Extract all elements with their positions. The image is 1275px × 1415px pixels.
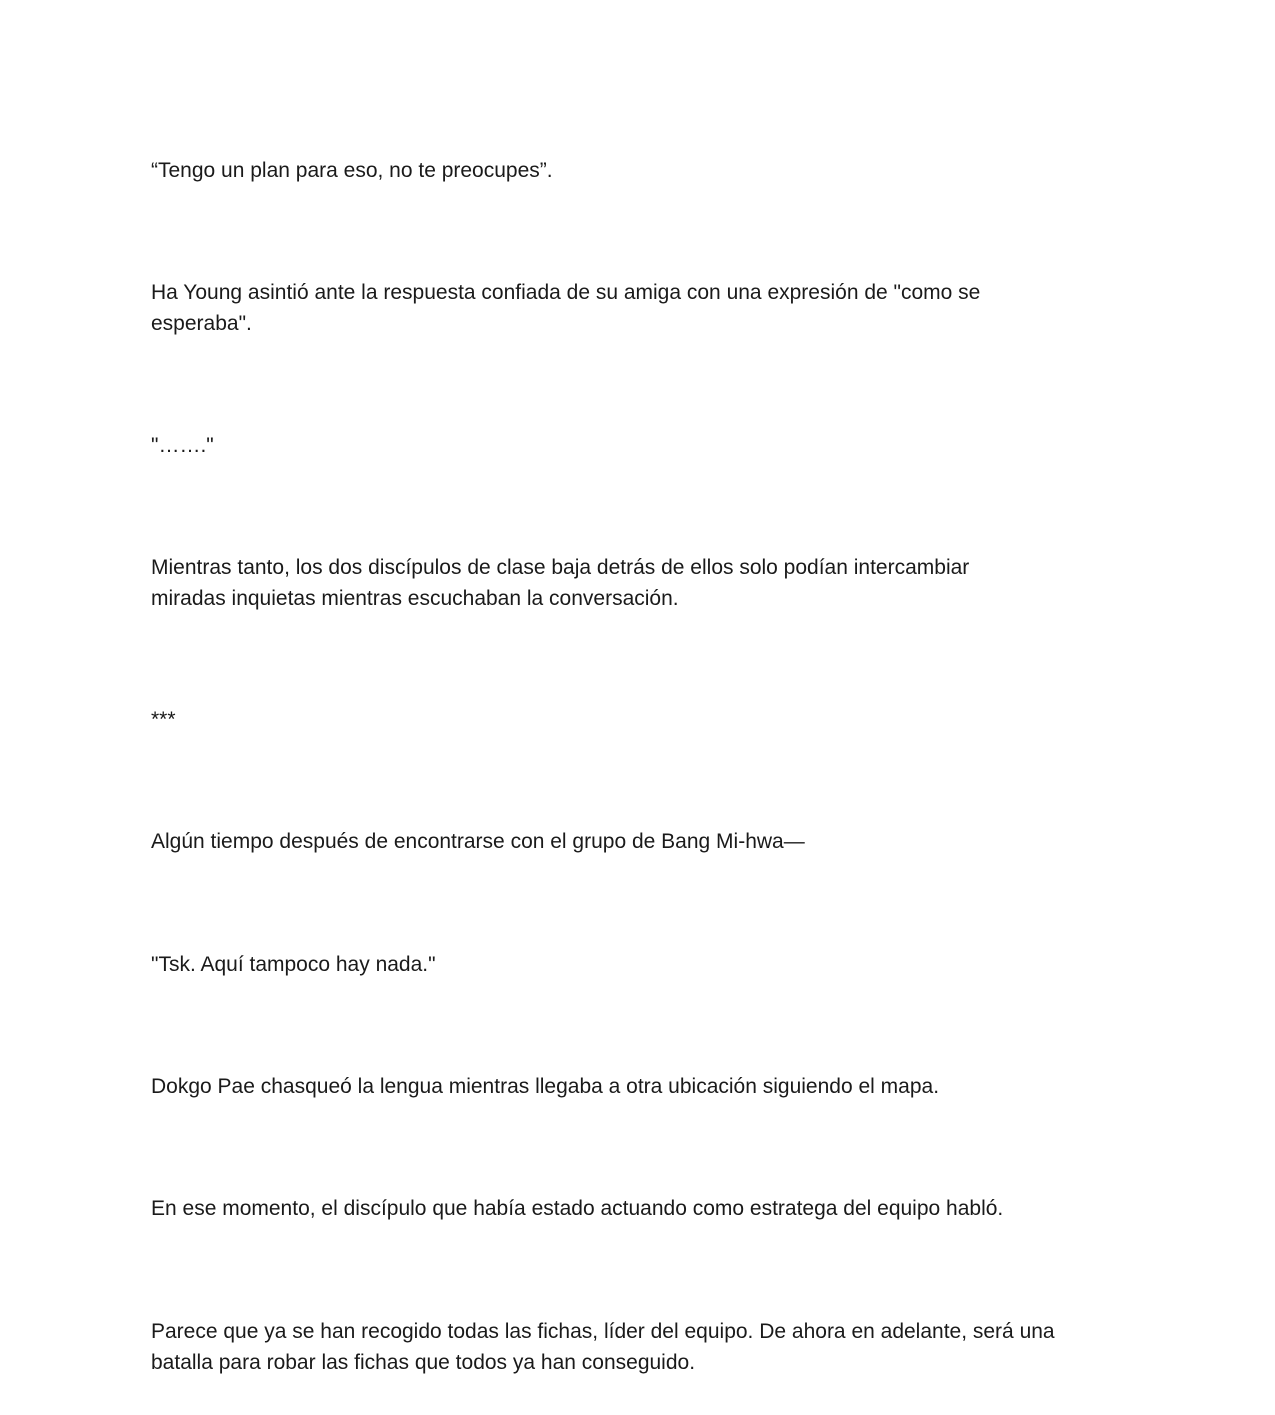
paragraph-line: "Tsk. Aquí tampoco hay nada." bbox=[151, 953, 436, 976]
paragraph-line: Dokgo Pae chasqueó la lengua mientras llegaba a otra ubicación siguiendo el mapa. bbox=[151, 1075, 940, 1098]
paragraph-line: Ha Young asintió ante la respuesta confiada de su amiga con una expresión de "como se bbox=[151, 281, 981, 304]
paragraph-9 bbox=[151, 1193, 1141, 1224]
paragraph-line: "……." bbox=[151, 434, 214, 457]
paragraph-1 bbox=[151, 155, 1141, 186]
paragraph-2 bbox=[151, 277, 1141, 339]
paragraph-line: miradas inquietas mientras escuchaban la conversación. bbox=[151, 587, 679, 610]
paragraph-10 bbox=[151, 1316, 1141, 1378]
paragraph-line: *** bbox=[151, 708, 176, 731]
paragraph-line: Algún tiempo después de encontrarse con el grupo de Bang Mi-hwa— bbox=[151, 830, 805, 853]
paragraph-3 bbox=[151, 430, 1141, 461]
paragraph-line: batalla para robar las fichas que todos ya han conseguido. bbox=[151, 1351, 696, 1374]
scene-break bbox=[151, 704, 1141, 735]
paragraph-line: En ese momento, el discípulo que había estado actuando como estratega del equipo habló. bbox=[151, 1197, 1004, 1220]
paragraph-line: esperaba". bbox=[151, 312, 252, 335]
paragraph-8 bbox=[151, 1071, 1141, 1102]
paragraph-4 bbox=[151, 552, 1141, 614]
paragraph-7 bbox=[151, 949, 1141, 980]
paragraph-6 bbox=[151, 826, 1141, 857]
paragraph-line: Mientras tanto, los dos discípulos de clase baja detrás de ellos solo podían intercambiar bbox=[151, 556, 970, 579]
paragraph-line: Parece que ya se han recogido todas las fichas, líder del equipo. De ahora en adelante, será una bbox=[151, 1320, 1055, 1343]
paragraph-line: “Tengo un plan para eso, no te preocupes”. bbox=[151, 159, 553, 182]
